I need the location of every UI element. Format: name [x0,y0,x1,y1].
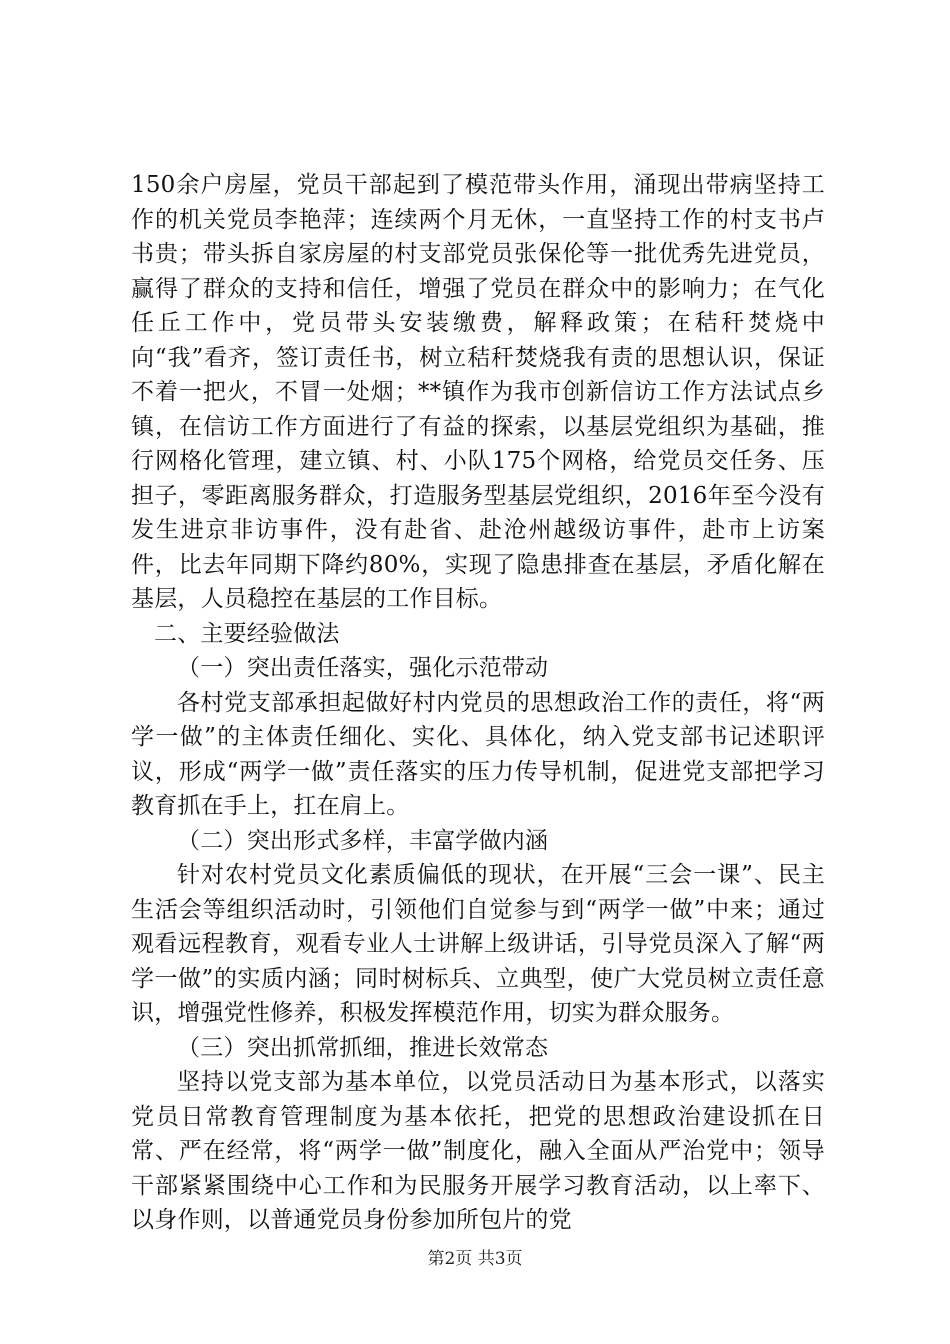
document-body [131,168,825,1238]
paragraph-long-term: 坚持以党支部为基本单位，以党员活动日为基本形式，以落实党员日常教育管理制度为基本依托，把党的思想政治建设抓在日常、严在经常，将“两学一做”制度化，融入全面从严治党中；领导干部紧紧围绕中心工作和为民服务开展学习教育活动，以上率下、以身作则，以普通党员身份参加所包片的党 [131,1069,825,1233]
subheading-long-term: （三）突出抓常抓细，推进长效常态 [177,1034,549,1061]
subheading-diverse-forms: （二）突出形式多样，丰富学做内涵 [177,827,549,854]
subheading-responsibility: （一）突出责任落实，强化示范带动 [177,655,549,681]
paragraph-achievements: 150余户房屋，党员干部起到了模范带头作用，涌现出带病坚持工作的机关党员李艳萍；连续两个月无休，一直坚持工作的村支书卢书贵；带头拆自家房屋的村支部党员张保伦等一批优秀先进党员，赢得了群众的支持和信任，增强了党员在群众中的影响力；在气化任丘工作中，党员带头安装缴费，解释政策；在秸秆焚烧中向“我”看齐，签订责任书，树立秸秆焚烧我有责的思想认识，保证不着一把火，不冒一处烟；**镇作为我市创新信访工作方法试点乡镇，在信访工作方面进行了有益的探索，以基层党组织为基础，推行网格化管理，建立镇、村、小队175个网格，给党员交任务、压担子，零距离服务群众，打造服务型基层党组织，2016年至今没有发生进京非访事件，没有赴省、赴沧州越级访事件，赴市上访案件，比去年同期下降约80%，实现了隐患排查在基层，矛盾化解在基层，人员稳控在基层的工作目标。 [131,172,825,612]
page-footer [0,1244,950,1269]
section-heading-experience: 二、主要经验做法 [154,620,340,647]
page-number-label: 第2页 共3页 [427,1249,523,1269]
paragraph-diverse-forms: 针对农村党员文化素质偏低的现状，在开展“三会一课”、民主生活会等组织活动时，引领他们自觉参与到“两学一做”中来；通过观看远程教育，观看专业人士讲解上级讲话，引导党员深入了解“两学一做”的实质内涵；同时树标兵、立典型，使广大党员树立责任意识，增强党性修养，积极发挥模范作用，切实为群众服务。 [131,862,825,1026]
paragraph-responsibility: 各村党支部承担起做好村内党员的思想政治工作的责任，将“两学一做”的主体责任细化、实化、具体化，纳入党支部书记述职评议，形成“两学一做”责任落实的压力传导机制，促进党支部把学习教育抓在手上，扛在肩上。 [131,689,825,819]
